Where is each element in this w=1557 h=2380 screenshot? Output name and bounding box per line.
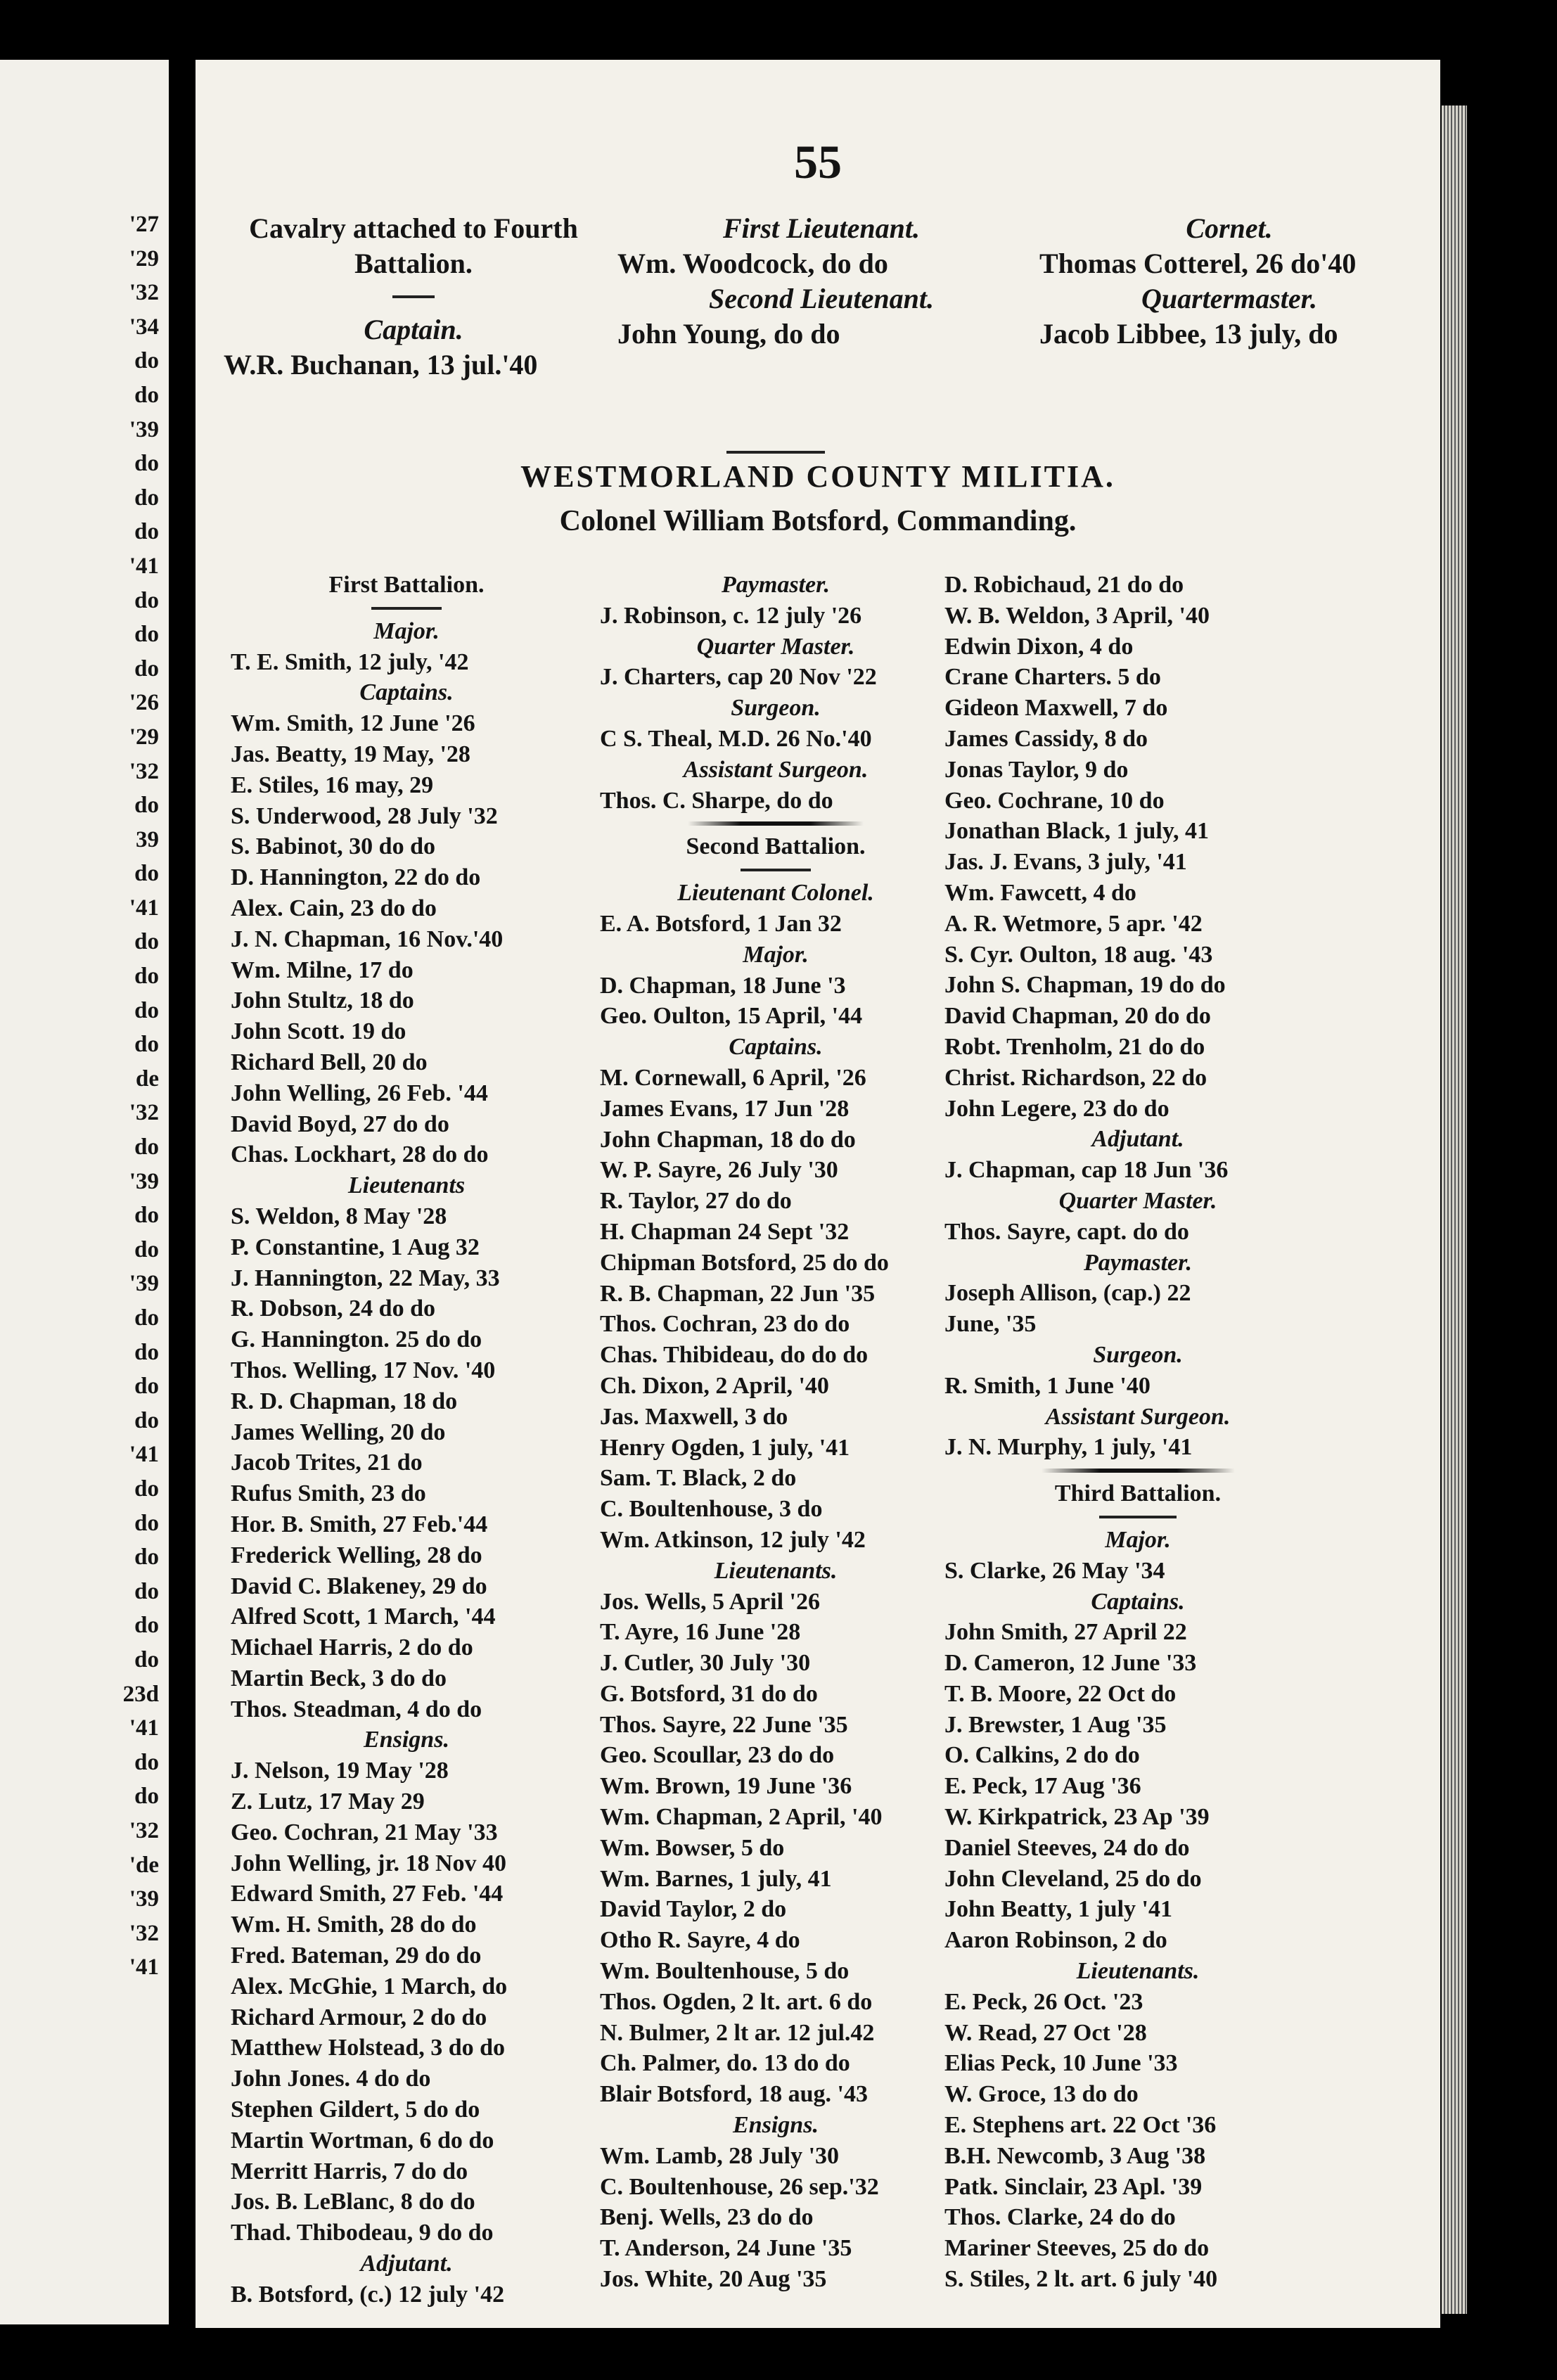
officer-entry: David Taylor, 2 do [600, 1896, 787, 1923]
officer-entry: Richard Bell, 20 do [231, 1049, 428, 1075]
officer-entry: H. Chapman 24 Sept '32 [600, 1218, 850, 1245]
rank-heading: Captains. [1091, 1588, 1185, 1615]
cavalry-col-2 [617, 211, 1025, 352]
officer-entry: R. Smith, 1 June '40 [944, 1372, 1151, 1399]
previous-page-fragment: do [134, 348, 159, 374]
previous-page-fragment: do [134, 655, 159, 682]
officer-entry: Robt. Trenholm, 21 do do [944, 1033, 1205, 1060]
officer-entry: Elias Peck, 10 June '33 [944, 2050, 1178, 2077]
officer-entry: R. D. Chapman, 18 do [231, 1388, 458, 1414]
officer-entry: P. Constantine, 1 Aug 32 [231, 1234, 480, 1260]
officer-entry: W. P. Sayre, 26 July '30 [600, 1157, 838, 1184]
officer-entry: Martin Beck, 3 do do [231, 1665, 447, 1691]
officer-entry: Henry Ogden, 1 july, '41 [600, 1434, 850, 1461]
rank-heading: Quarter Master. [696, 633, 855, 660]
previous-page-fragment: do [134, 964, 159, 990]
previous-page-fragment: '39 [129, 1886, 159, 1912]
officer-entry: Alex. McGhie, 1 March, do [231, 1973, 508, 2000]
previous-page-fragment: do [134, 1032, 159, 1058]
officer-entry: June, '35 [944, 1311, 1037, 1338]
officer-entry: Geo. Scoullar, 23 do do [600, 1742, 835, 1769]
officer-entry: Wm. Lamb, 28 July '30 [600, 2142, 840, 2169]
officer-entry: J. Robinson, c. 12 july '26 [600, 602, 862, 629]
officer-entry: T. E. Smith, 12 july, '42 [231, 648, 469, 675]
rank-heading: Ensigns. [364, 1727, 449, 1753]
officer-entry: Thos. Ogden, 2 lt. art. 6 do [600, 1988, 873, 2015]
previous-page-fragment: do [134, 1510, 159, 1536]
officer-entry: Wm. H. Smith, 28 do do [231, 1912, 477, 1938]
officer-entry: J. N. Murphy, 1 july, '41 [944, 1434, 1193, 1461]
rank-label: Captain. [364, 314, 463, 345]
officer-entry: Alfred Scott, 1 March, '44 [231, 1604, 496, 1630]
previous-page-fragment: '29 [129, 724, 159, 750]
battalion-heading: Third Battalion. [1054, 1480, 1222, 1507]
officer-entry: D. Cameron, 12 June '33 [944, 1650, 1197, 1677]
officer-entry: R. Taylor, 27 do do [600, 1188, 792, 1215]
rank-heading: Major. [1105, 1526, 1171, 1553]
previous-page-fragment: '41 [129, 1954, 159, 1981]
officer-entry: James Cassidy, 8 do [944, 725, 1148, 752]
officer-entry: Rufus Smith, 23 do [231, 1480, 426, 1507]
officer-entry: E. Stephens art. 22 Oct '36 [944, 2112, 1217, 2139]
officer-entry: Matthew Holstead, 3 do do [231, 2035, 506, 2061]
officer-entry: Wm. Smith, 12 June '26 [231, 710, 475, 737]
rank-heading: Major. [743, 941, 809, 968]
officer-entry: John Welling, jr. 18 Nov 40 [231, 1850, 507, 1876]
officer-entry: O. Calkins, 2 do do [944, 1742, 1140, 1769]
officer-entry: Chas. Thibideau, do do do [600, 1342, 869, 1369]
book-page [196, 60, 1440, 2328]
officer-entry: John Young, do do [617, 318, 840, 350]
previous-page-fragment: do [134, 485, 159, 511]
section-divider [944, 1509, 1331, 1525]
rank-heading: Lieutenants. [1076, 1958, 1200, 1985]
officer-entry: Thos. Sayre, 22 June '35 [600, 1711, 848, 1738]
previous-page-column [123, 207, 159, 1985]
officer-entry: Geo. Oulton, 15 April, '44 [600, 1003, 863, 1030]
previous-page-fragment: '32 [129, 758, 159, 784]
officer-entry: John Legere, 23 do do [944, 1095, 1170, 1122]
previous-page-fragment: do [134, 793, 159, 819]
officer-entry: Wm. Barnes, 1 july, 41 [600, 1865, 832, 1892]
officer-entry: Stephen Gildert, 5 do do [231, 2097, 480, 2123]
previous-page-fragment: '41 [129, 553, 159, 579]
officer-entry: C. Boultenhouse, 26 sep.'32 [600, 2173, 879, 2200]
officer-entry: S. Underwood, 28 July '32 [231, 802, 498, 829]
officer-entry: Merritt Harris, 7 do do [231, 2158, 468, 2184]
previous-page-fragment: do [134, 1236, 159, 1262]
officer-entry: W. B. Weldon, 3 April, '40 [944, 602, 1210, 629]
officer-entry: Jacob Libbee, 13 july, do [1039, 318, 1338, 350]
officer-entry: Jos. White, 20 Aug '35 [600, 2266, 827, 2293]
section-divider [944, 1463, 1331, 1478]
rank-heading: Lieutenants. [714, 1557, 838, 1584]
previous-page-fragment: '39 [129, 416, 159, 442]
officer-entry: Chipman Botsford, 25 do do [600, 1249, 889, 1276]
officer-entry: Wm. Brown, 19 June '36 [600, 1773, 852, 1800]
officer-entry: Thos. Sayre, capt. do do [944, 1218, 1189, 1245]
officer-entry: John Chapman, 18 do do [600, 1126, 856, 1153]
officer-entry: C. Boultenhouse, 3 do [600, 1496, 823, 1523]
officer-entry: G. Botsford, 31 do do [600, 1680, 818, 1707]
roster-column-2 [600, 570, 952, 2295]
officer-entry: Patk. Sinclair, 23 Apl. '39 [944, 2173, 1203, 2200]
roster-column-1 [231, 570, 582, 2310]
officer-entry: Jas. Maxwell, 3 do [600, 1403, 788, 1430]
previous-page-fragment: do [134, 519, 159, 545]
officer-entry: R. Dobson, 24 do do [231, 1295, 435, 1322]
previous-page-fragment: '41 [129, 895, 159, 921]
officer-entry: Geo. Cochran, 21 May '33 [231, 1819, 498, 1845]
officer-entry: B. Botsford, (c.) 12 july '42 [231, 2281, 505, 2308]
officer-entry: J. Brewster, 1 Aug '35 [944, 1711, 1167, 1738]
rank-label: First Lieutenant. [722, 212, 921, 244]
officer-entry: T. Anderson, 24 June '35 [600, 2235, 852, 2262]
officer-entry: Thos. Welling, 17 Nov. '40 [231, 1357, 496, 1383]
officer-entry: John Cleveland, 25 do do [944, 1865, 1202, 1892]
officer-entry: A. R. Wetmore, 5 apr. '42 [944, 910, 1203, 937]
officer-entry: Jas. Beatty, 19 May, '28 [231, 741, 470, 767]
officer-entry: E. Stiles, 16 may, 29 [231, 772, 434, 798]
rank-heading: Paymaster. [1084, 1249, 1192, 1276]
officer-entry: Jos. Wells, 5 April '26 [600, 1588, 820, 1615]
previous-page-fragment: do [134, 1749, 159, 1775]
officer-entry: R. B. Chapman, 22 Jun '35 [600, 1280, 876, 1307]
battalion-heading: Second Battalion. [686, 833, 866, 860]
officer-entry: Gideon Maxwell, 7 do [944, 695, 1168, 722]
officer-entry: Benj. Wells, 23 do do [600, 2204, 814, 2231]
officer-entry: E. Peck, 26 Oct. '23 [944, 1988, 1143, 2015]
previous-page-fragment: do [134, 861, 159, 887]
previous-page-fragment: '29 [129, 245, 159, 271]
title-rule [726, 451, 825, 454]
officer-entry: Alex. Cain, 23 do do [231, 895, 437, 921]
previous-page-fragment: '34 [129, 314, 159, 340]
officer-entry: Z. Lutz, 17 May 29 [231, 1789, 425, 1815]
rank-heading: Adjutant. [1091, 1126, 1184, 1153]
section-divider [231, 601, 582, 616]
officer-entry: John S. Chapman, 19 do do [944, 972, 1226, 999]
officer-entry: Crane Charters. 5 do [944, 664, 1161, 691]
officer-entry: Edwin Dixon, 4 do [944, 633, 1134, 660]
officer-entry: David C. Blakeney, 29 do [231, 1573, 487, 1599]
rank-heading: Lieutenants [347, 1172, 466, 1199]
officer-entry: John Welling, 26 Feb. '44 [231, 1080, 488, 1106]
cavalry-heading-2: Battalion. [354, 248, 473, 279]
officer-entry: Thomas Cotterel, 26 do'40 [1039, 248, 1357, 279]
officer-entry: Sam. T. Black, 2 do [600, 1465, 797, 1492]
previous-page-fragment: 23d [122, 1681, 159, 1707]
officer-entry: Wm. Chapman, 2 April, '40 [600, 1804, 883, 1831]
officer-entry: John Jones. 4 do do [231, 2066, 431, 2092]
rank-heading: Surgeon. [731, 695, 821, 722]
officer-entry: J. N. Chapman, 16 Nov.'40 [231, 926, 504, 952]
previous-page-fragment: do [134, 929, 159, 955]
battalion-heading: First Battalion. [328, 572, 485, 598]
officer-entry: David Boyd, 27 do do [231, 1111, 449, 1137]
officer-entry: T. Ayre, 16 June '28 [600, 1619, 801, 1646]
previous-page-fragment: '39 [129, 1168, 159, 1194]
previous-page-fragment: do [134, 1134, 159, 1160]
previous-page-fragment: do [134, 382, 159, 408]
officer-entry: B.H. Newcomb, 3 Aug '38 [944, 2142, 1206, 2169]
rank-heading: Adjutant. [360, 2251, 453, 2277]
officer-entry: James Evans, 17 Jun '28 [600, 1095, 850, 1122]
officer-entry: Ch. Palmer, do. 13 do do [600, 2050, 850, 2077]
officer-entry: S. Cyr. Oulton, 18 aug. '43 [944, 941, 1213, 968]
page-edge [1442, 105, 1467, 2314]
officer-entry: D. Chapman, 18 June '3 [600, 972, 846, 999]
section-divider [600, 862, 952, 878]
officer-entry: Wm. Milne, 17 do [231, 957, 414, 983]
rank-heading: Assistant Surgeon. [1045, 1403, 1231, 1430]
officer-entry: D. Hannington, 22 do do [231, 864, 481, 891]
officer-entry: J. Hannington, 22 May, 33 [231, 1265, 500, 1291]
officer-entry: Jonathan Black, 1 july, 41 [944, 818, 1209, 845]
previous-page-fragment: '27 [129, 212, 159, 237]
previous-page-fragment: '32 [129, 1817, 159, 1843]
officer-entry: Jacob Trites, 21 do [231, 1450, 423, 1476]
officer-entry: S. Weldon, 8 May '28 [231, 1203, 447, 1229]
officer-entry: W.R. Buchanan, 13 jul.'40 [224, 349, 538, 380]
cavalry-col-3 [1039, 211, 1419, 352]
officer-entry: Jos. B. LeBlanc, 8 do do [231, 2189, 475, 2215]
previous-page-fragment: de [136, 1066, 159, 1092]
officer-entry: Jas. J. Evans, 3 july, '41 [944, 849, 1187, 876]
officer-entry: Martin Wortman, 6 do do [231, 2127, 494, 2154]
rank-heading: Assistant Surgeon. [683, 756, 869, 783]
officer-entry: Thos. Cochran, 23 do do [600, 1311, 850, 1338]
officer-entry: W. Groce, 13 do do [944, 2081, 1139, 2108]
officer-entry: Christ. Richardson, 22 do [944, 1064, 1207, 1091]
rank-heading: Major. [373, 618, 440, 644]
previous-page-fragment: do [134, 1544, 159, 1570]
officer-entry: S. Babinot, 30 do do [231, 833, 435, 860]
officer-entry: David Chapman, 20 do do [944, 1003, 1211, 1030]
officer-entry: T. B. Moore, 22 Oct do [944, 1680, 1177, 1707]
previous-page-fragment: do [134, 1613, 159, 1639]
previous-page-fragment: do [134, 1578, 159, 1604]
rank-heading: Surgeon. [1093, 1341, 1183, 1368]
officer-entry: Thos. C. Sharpe, do do [600, 787, 833, 814]
officer-entry: J. Charters, cap 20 Nov '22 [600, 664, 877, 691]
previous-page-fragment: 'de [129, 1852, 159, 1878]
previous-page-fragment: '39 [129, 1271, 159, 1297]
officer-entry: Fred. Bateman, 29 do do [231, 1943, 482, 1969]
previous-page-fragment: do [134, 1784, 159, 1810]
officer-entry: J. Chapman, cap 18 Jun '36 [944, 1157, 1229, 1184]
rank-label: Cornet. [1186, 212, 1273, 244]
officer-entry: E. A. Botsford, 1 Jan 32 [600, 910, 842, 937]
officer-entry: Edward Smith, 27 Feb. '44 [231, 1881, 504, 1907]
cavalry-heading: Cavalry attached to Fourth [249, 212, 578, 244]
officer-entry: Frederick Welling, 28 do [231, 1542, 482, 1568]
officer-entry: Thad. Thibodeau, 9 do do [231, 2220, 494, 2246]
officer-entry: Jonas Taylor, 9 do [944, 756, 1129, 783]
officer-entry: Otho R. Sayre, 4 do [600, 1927, 800, 1954]
officer-entry: S. Stiles, 2 lt. art. 6 july '40 [944, 2266, 1218, 2293]
rank-heading: Quarter Master. [1058, 1187, 1217, 1214]
previous-page-fragment: do [134, 1476, 159, 1502]
officer-entry: Wm. Fawcett, 4 do [944, 879, 1136, 906]
previous-page-fragment: do [134, 997, 159, 1023]
rank-label: Quartermaster. [1141, 283, 1318, 314]
previous-page-fragment: '32 [129, 280, 159, 306]
officer-entry: Ch. Dixon, 2 April, '40 [600, 1372, 829, 1399]
previous-page-fragment: do [134, 451, 159, 477]
officer-entry: J. Cutler, 30 July '30 [600, 1650, 811, 1677]
officer-entry: Geo. Cochrane, 10 do [944, 787, 1165, 814]
previous-page-fragment: do [134, 1646, 159, 1672]
previous-page-fragment: do [134, 1407, 159, 1433]
previous-page-fragment: '32 [129, 1920, 159, 1946]
cavalry-col-1 [224, 211, 603, 383]
officer-entry: Daniel Steeves, 24 do do [944, 1834, 1190, 1861]
officer-entry: John Smith, 27 April 22 [944, 1619, 1187, 1646]
officer-entry: Blair Botsford, 18 aug. '43 [600, 2081, 868, 2108]
officer-entry: G. Hannington. 25 do do [231, 1326, 482, 1353]
officer-entry: Wm. Boultenhouse, 5 do [600, 1958, 850, 1985]
officer-entry: Hor. B. Smith, 27 Feb.'44 [231, 1511, 488, 1537]
previous-page-fragment: do [134, 587, 159, 613]
officer-entry: Richard Armour, 2 do do [231, 2004, 487, 2030]
officer-entry: Joseph Allison, (cap.) 22 [944, 1280, 1191, 1307]
previous-page-fragment: '41 [129, 1715, 159, 1741]
previous-page-fragment: '41 [129, 1442, 159, 1468]
officer-entry: N. Bulmer, 2 lt ar. 12 jul.42 [600, 2019, 875, 2046]
officer-entry: Mariner Steeves, 25 do do [944, 2235, 1210, 2262]
cavalry-section [224, 211, 1419, 443]
officer-entry: D. Robichaud, 21 do do [944, 572, 1184, 598]
officer-entry: Chas. Lockhart, 28 do do [231, 1141, 489, 1168]
officer-entry: Thos. Steadman, 4 do do [231, 1696, 482, 1722]
previous-page-strip [0, 60, 169, 2324]
officer-entry: Wm. Woodcock, do do [617, 248, 888, 279]
divider [392, 295, 435, 298]
page-number: 55 [794, 135, 842, 188]
officer-entry: W. Kirkpatrick, 23 Ap '39 [944, 1804, 1210, 1831]
officer-entry: Wm. Bowser, 5 do [600, 1834, 785, 1861]
previous-page-fragment: do [134, 1339, 159, 1365]
officer-entry: Aaron Robinson, 2 do [944, 1927, 1167, 1954]
officer-entry: Wm. Atkinson, 12 july '42 [600, 1526, 866, 1553]
commanding-officer: Colonel William Botsford, Commanding. [559, 505, 1077, 537]
rank-heading: Paymaster. [722, 572, 830, 598]
rank-heading: Captains. [359, 679, 454, 706]
rank-heading: Captains. [729, 1034, 823, 1061]
previous-page-fragment: do [134, 1374, 159, 1400]
officer-entry: John Scott. 19 do [231, 1018, 406, 1045]
previous-page-fragment: do [134, 1305, 159, 1331]
rank-heading: Lieutenant Colonel. [677, 880, 874, 907]
officer-entry: S. Clarke, 26 May '34 [944, 1557, 1165, 1584]
militia-title: WESTMORLAND COUNTY MILITIA. [520, 459, 1115, 494]
previous-page-fragment: do [134, 1203, 159, 1229]
officer-entry: John Beatty, 1 july '41 [944, 1896, 1172, 1923]
roster-column-3 [944, 570, 1331, 2295]
rank-heading: Ensigns. [733, 2112, 819, 2139]
officer-entry: C S. Theal, M.D. 26 No.'40 [600, 725, 872, 752]
previous-page-fragment: '26 [129, 690, 159, 716]
previous-page-fragment: do [134, 622, 159, 648]
officer-entry: James Welling, 20 do [231, 1419, 446, 1445]
officer-entry: M. Cornewall, 6 April, '26 [600, 1064, 866, 1091]
previous-page-fragment: 39 [136, 826, 159, 852]
officer-entry: J. Nelson, 19 May '28 [231, 1758, 449, 1784]
rank-label: Second Lieutenant. [708, 283, 935, 314]
officer-entry: John Stultz, 18 do [231, 987, 414, 1014]
section-divider [600, 816, 952, 831]
previous-page-fragment: '32 [129, 1100, 159, 1126]
officer-entry: Michael Harris, 2 do do [231, 1634, 473, 1661]
officer-entry: W. Read, 27 Oct '28 [944, 2019, 1147, 2046]
officer-entry: Thos. Clarke, 24 do do [944, 2204, 1176, 2231]
officer-entry: E. Peck, 17 Aug '36 [944, 1773, 1141, 1800]
